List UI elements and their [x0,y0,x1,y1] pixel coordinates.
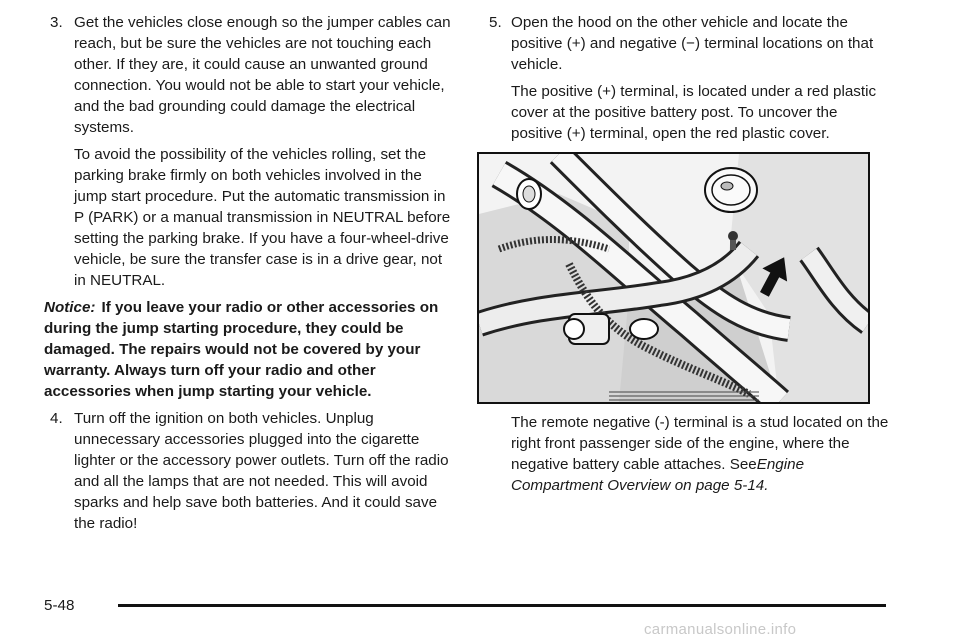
step-text: Turn off the ignition on both vehicles. Unplug unnecessary accessories plugged into the cigarette lighter or the accessory power outlets. Turn off the radio and all the lamps that are not needed. This will avoid sparks and help save both batteries. And it could save the radio! [74,410,449,532]
step-3 [44,12,454,138]
notice-text: If you leave your radio or other accessories on during the jump starting procedure, they could be damaged. The repairs would not be covered by your warranty. Always turn off your radio and other accessories when jump starting your vehicle. [44,299,439,400]
after-figure-text: The remote negative (-) terminal is a stud located on the right front passenger side of the engine, where the negative battery cable attaches. [511,414,889,473]
step-3-paragraph: To avoid the possibility of the vehicles rolling, set the parking brake firmly on both vehicles involved in the jump start procedure. Put the automatic transmission in P (PARK) or a manual transmission in NEUTRAL before setting the parking brake. If you have a four-wheel-drive vehicle, be sure the transfer case is in a drive gear, not in NEUTRAL. [74,146,451,289]
left-column [44,12,454,534]
step-number: 3. [50,14,63,31]
see-prefix: See [729,456,757,473]
engine-positive-terminal-illustration-icon [479,154,868,402]
step-4 [44,408,454,534]
right-column [489,12,889,496]
step-number: 4. [50,410,63,427]
step-text: Get the vehicles close enough so the jumper cables can reach, but be sure the vehicles are not touching each other. If they are, it could cause an unwanted ground connection. You would not be able to start your vehicle, and the bad grounding could damage the electrical systems. [74,14,451,136]
step-5 [489,12,889,75]
after-figure-paragraph [511,412,889,496]
notice-label: Notice: [44,299,96,316]
footer-divider [118,604,886,607]
notice-block [44,297,454,402]
see-reference-link[interactable]: Engine Compartment Overview on page 5-14. [511,456,805,494]
step-number: 5. [489,14,502,31]
watermark: carmanualsonline.info [644,621,797,638]
step-text: Open the hood on the other vehicle and locate the positive (+) and negative (−) terminal locations on that vehicle. [511,14,874,73]
step-5-paragraph: The positive (+) terminal, is located under a red plastic cover at the positive battery post. To uncover the positive (+) terminal, open the red plastic cover. [511,83,877,142]
engine-figure [477,152,870,404]
page-number: 5-48 [44,597,75,614]
